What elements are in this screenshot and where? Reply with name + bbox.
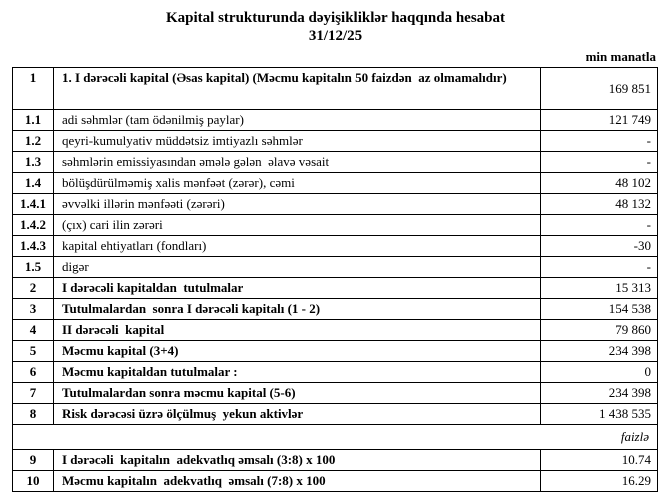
- row-label-cell: əvvəlki illərin mənfəəti (zərəri): [54, 194, 541, 215]
- row-number-cell: 3: [13, 299, 54, 320]
- row-value-cell: 15 313: [541, 278, 658, 299]
- row-label-cell: adi səhmlər (tam ödənilmiş paylar): [54, 110, 541, 131]
- row-number-cell: 1.4.1: [13, 194, 54, 215]
- table-row: [13, 320, 658, 341]
- table-row: [13, 152, 658, 173]
- row-label-cell: Məcmu kapitalın adekvatlıq əmsalı (7:8) x 100: [54, 471, 541, 492]
- unit-label: min manatla: [585, 49, 656, 64]
- table-row: [13, 278, 658, 299]
- row-value-cell: 0: [541, 362, 658, 383]
- row-value-cell: -: [541, 215, 658, 236]
- row-number-cell: 1: [13, 68, 54, 110]
- table-row: [13, 383, 658, 404]
- row-label-cell: kapital ehtiyatları (fondları): [54, 236, 541, 257]
- row-label-cell: Məcmu kapital (3+4): [54, 341, 541, 362]
- row-label-cell: I dərəcəli kapitalın adekvatlıq əmsalı (3:8) x 100: [54, 450, 541, 471]
- row-number-cell: 1.4.2: [13, 215, 54, 236]
- row-label-cell: (çıx) cari ilin zərəri: [54, 215, 541, 236]
- row-label-cell: Məcmu kapitaldan tutulmalar :: [54, 362, 541, 383]
- row-value-cell: 10.74: [541, 450, 658, 471]
- row-number-cell: 8: [13, 404, 54, 425]
- row-number-cell: 10: [13, 471, 54, 492]
- table-row: [13, 341, 658, 362]
- row-value-cell: 16.29: [541, 471, 658, 492]
- row-value-cell: 234 398: [541, 341, 658, 362]
- row-value-cell: 154 538: [541, 299, 658, 320]
- row-label-cell: bölüşdürülməmiş xalis mənfəət (zərər), cəmi: [54, 173, 541, 194]
- row-label-cell: Tutulmalardan sonra I dərəcəli kapitalı (1 - 2): [54, 299, 541, 320]
- table-row: [13, 131, 658, 152]
- row-value-cell: 48 132: [541, 194, 658, 215]
- row-number-cell: 1.3: [13, 152, 54, 173]
- table-row: [13, 299, 658, 320]
- table-row: [13, 68, 658, 110]
- row-value-cell: -: [541, 257, 658, 278]
- row-number-cell: 1.5: [13, 257, 54, 278]
- row-number-cell: 9: [13, 450, 54, 471]
- row-value-cell: 79 860: [541, 320, 658, 341]
- row-label-cell: Tutulmalardan sonra məcmu kapital (5-6): [54, 383, 541, 404]
- table-row: [13, 257, 658, 278]
- table-row: [13, 194, 658, 215]
- row-number-cell: 2: [13, 278, 54, 299]
- row-label-cell: Risk dərəcəsi üzrə ölçülmuş yekun aktivlər: [54, 404, 541, 425]
- row-number-cell: 5: [13, 341, 54, 362]
- row-value-cell: 234 398: [541, 383, 658, 404]
- table-row: [13, 173, 658, 194]
- row-number-cell: 1.1: [13, 110, 54, 131]
- table-row: [13, 110, 658, 131]
- row-number-cell: 1.2: [13, 131, 54, 152]
- row-number-cell: 1.4: [13, 173, 54, 194]
- row-number-cell: 1.4.3: [13, 236, 54, 257]
- table-row: [13, 362, 658, 383]
- row-value-cell: 169 851: [541, 68, 658, 110]
- table-row: [13, 215, 658, 236]
- row-value-cell: -: [541, 152, 658, 173]
- row-number-cell: 4: [13, 320, 54, 341]
- row-value-cell: -30: [541, 236, 658, 257]
- row-value-cell: 1 438 535: [541, 404, 658, 425]
- row-label-cell: səhmlərin emissiyasından əmələ gələn əlavə vəsait: [54, 152, 541, 173]
- row-label-cell: qeyri-kumulyativ müddətsiz imtiyazlı səhmlər: [54, 131, 541, 152]
- percent-unit-row: [13, 425, 658, 450]
- table-row: [13, 450, 658, 471]
- percent-unit-label: faizlə: [13, 425, 658, 450]
- row-label-cell: digər: [54, 257, 541, 278]
- row-label-cell: II dərəcəli kapital: [54, 320, 541, 341]
- table-body: [13, 68, 658, 492]
- row-label-cell: 1. I dərəcəli kapital (Əsas kapital) (Məcmu kapitalın 50 faizdən az olmamalıdır): [54, 68, 541, 110]
- table-row: [13, 471, 658, 492]
- row-value-cell: -: [541, 131, 658, 152]
- row-value-cell: 48 102: [541, 173, 658, 194]
- report-header: [0, 0, 671, 45]
- table-row: [13, 404, 658, 425]
- table-row: [13, 236, 658, 257]
- row-number-cell: 7: [13, 383, 54, 404]
- row-number-cell: 6: [13, 362, 54, 383]
- capital-structure-table: [12, 67, 658, 492]
- row-label-cell: I dərəcəli kapitaldan tutulmalar: [54, 278, 541, 299]
- report-title: Kapital strukturunda dəyişikliklər haqqında hesabat: [166, 10, 505, 26]
- row-value-cell: 121 749: [541, 110, 658, 131]
- report-date: 31/12/25: [308, 28, 363, 44]
